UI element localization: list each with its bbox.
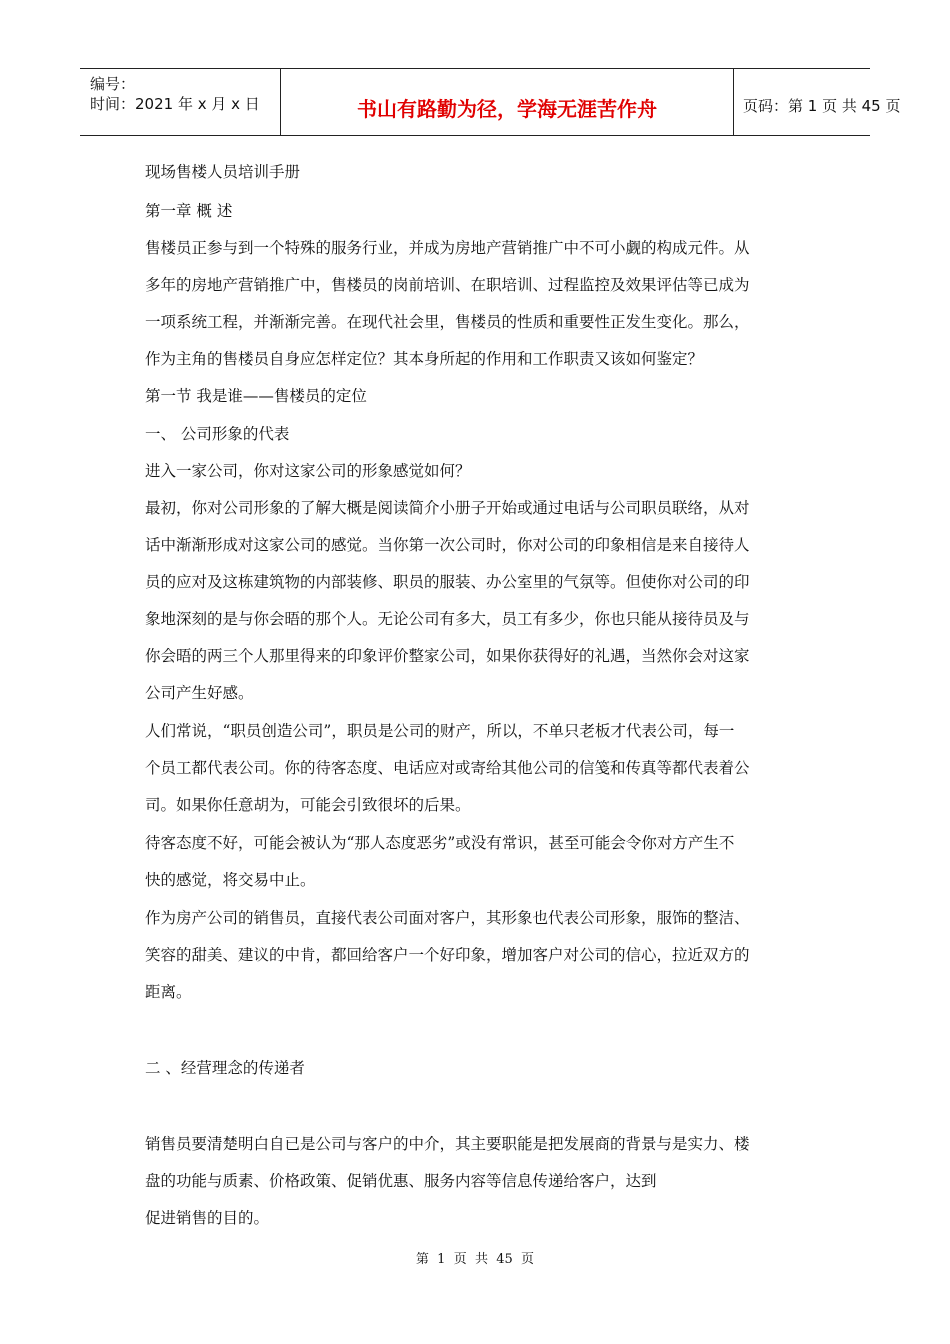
time-label: 时间：2021 年 x 月 x 日 [90, 95, 260, 113]
paragraph-line: 公司产生好感。 [145, 684, 254, 702]
paragraph-line: 促进销售的目的。 [145, 1209, 270, 1227]
page-info: 页码：第 1 页 共 45 页 [743, 97, 901, 115]
section-heading: 第一节 我是谁——售楼员的定位 [145, 387, 367, 405]
paragraph-line: 距离。 [145, 983, 192, 1001]
chapter-heading: 第一章 概 述 [145, 202, 233, 220]
paragraph-line: 作为主角的售楼员自身应怎样定位？其本身所起的作用和工作职责又该如何鉴定？ [145, 350, 704, 368]
paragraph-line: 员的应对及这栋建筑物的内部装修、职员的服装、办公室里的气氛等。但使你对公司的印 [145, 573, 750, 591]
paragraph-line: 多年的房地产营销推广中，售楼员的岗前培训、在职培训、过程监控及效果评估等已成为 [145, 276, 750, 294]
paragraph-line: 作为房产公司的销售员，直接代表公司面对客户，其形象也代表公司形象，服饰的整洁、 [145, 909, 750, 927]
paragraph-line: 快的感觉，将交易中止。 [145, 871, 316, 889]
subsection-heading: 二 、经营理念的传递者 [145, 1059, 305, 1077]
motto: 书山有路勤为径，学海无涯苦作舟 [357, 97, 657, 121]
doc-title: 现场售楼人员培训手册 [145, 163, 301, 181]
paragraph-line: 个员工都代表公司。你的待客态度、电话应对或寄给其他公司的信笺和传真等都代表着公 [145, 759, 750, 777]
page-header [80, 68, 901, 136]
paragraph-line: 最初，你对公司形象的了解大概是阅读简介小册子开始或通过电话与公司职员联络，从对 [145, 499, 750, 517]
paragraph-line: 盘的功能与质素、价格政策、促销优惠、服务内容等信息传递给客户，达到 [145, 1172, 657, 1190]
paragraph-line: 你会晤的两三个人那里得来的印象评价整家公司，如果你获得好的礼遇，当然你会对这家 [145, 647, 750, 665]
paragraph-line: 售楼员正参与到一个特殊的服务行业，并成为房地产营销推广中不可小觑的构成元件。从 [145, 239, 750, 257]
header-right-cell [733, 69, 901, 135]
page-footer: 第 1 页 共 45 页 [415, 1252, 535, 1267]
number-label: 编号： [90, 75, 136, 93]
paragraph-line: 笑容的甜美、建议的中肯，都回给客户一个好印象，增加客户对公司的信心，拉近双方的 [145, 946, 750, 964]
paragraph-line: 一项系统工程，并渐渐完善。在现代社会里，售楼员的性质和重要性正发生变化。那么， [145, 313, 750, 331]
subsection-heading: 一、 公司形象的代表 [145, 425, 290, 443]
paragraph-line: 销售员要清楚明白自已是公司与客户的中介，其主要职能是把发展商的背景与是实力、楼 [145, 1135, 750, 1153]
paragraph-line: 进入一家公司，你对这家公司的形象感觉如何？ [145, 462, 471, 480]
header-motto-cell [280, 69, 734, 135]
paragraph-line: 待客态度不好，可能会被认为“那人态度恶劣”或没有常识，甚至可能会令你对方产生不 [145, 834, 735, 852]
paragraph-line: 象地深刻的是与你会晤的那个人。无论公司有多大，员工有多少，你也只能从接待员及与 [145, 610, 750, 628]
paragraph-line: 话中渐渐形成对这家公司的感觉。当你第一次公司时，你对公司的印象相信是来自接待人 [145, 536, 750, 554]
header-left-cell [80, 69, 280, 135]
paragraph-line: 司。如果你任意胡为，可能会引致很坏的后果。 [145, 796, 471, 814]
paragraph-line: 人们常说，“职员创造公司”，职员是公司的财产，所以，不单只老板才代表公司，每一 [145, 722, 735, 740]
